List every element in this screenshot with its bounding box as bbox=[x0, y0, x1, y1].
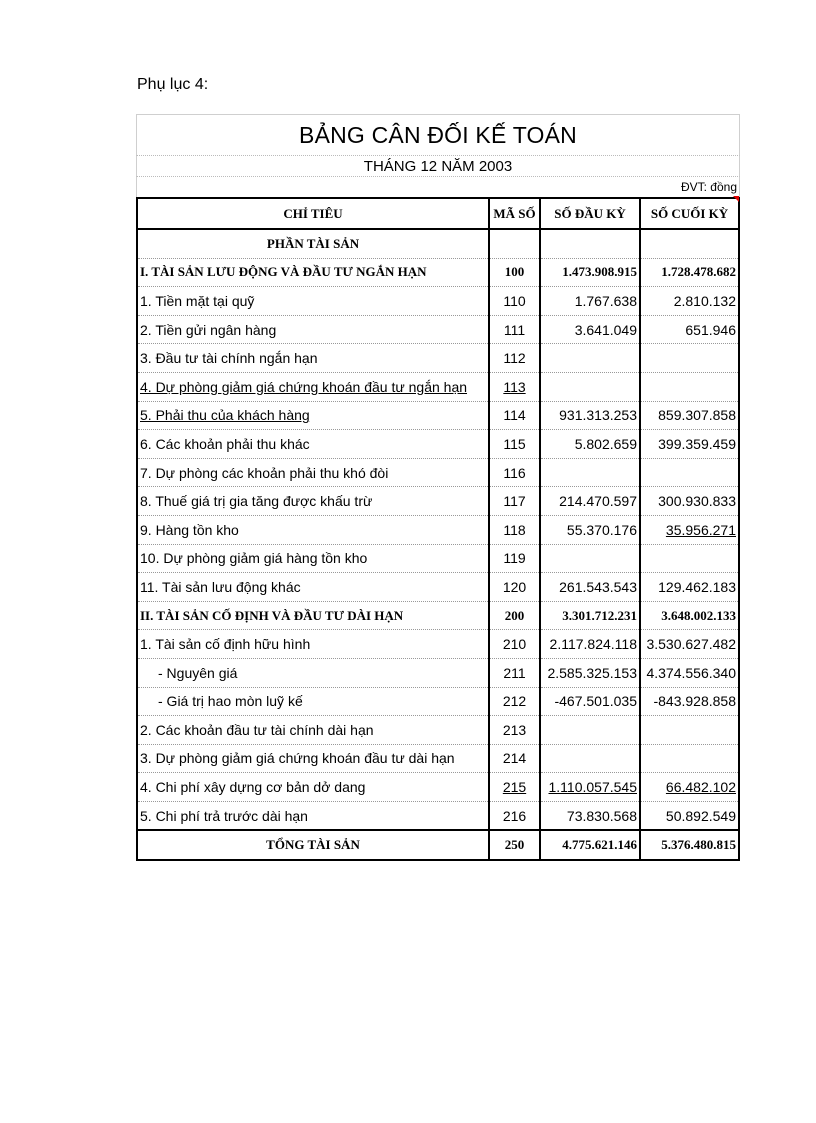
row-label: I. TÀI SẢN LƯU ĐỘNG VÀ ĐẦU TƯ NGẮN HẠN bbox=[137, 258, 489, 287]
row-code: 116 bbox=[489, 458, 540, 487]
row-ending bbox=[640, 344, 739, 373]
row-code: 111 bbox=[489, 315, 540, 344]
table-row bbox=[137, 773, 739, 802]
table-row bbox=[137, 401, 739, 430]
row-ending bbox=[640, 716, 739, 745]
row-beginning: -467.501.035 bbox=[540, 687, 640, 716]
row-label: 2. Tiền gửi ngân hàng bbox=[137, 315, 489, 344]
row-code: 215 bbox=[489, 773, 540, 802]
row-code: 200 bbox=[489, 601, 540, 630]
row-code: 114 bbox=[489, 401, 540, 430]
table-row bbox=[137, 573, 739, 602]
header-ending-balance: SỐ CUỐI KỲ bbox=[640, 198, 739, 229]
row-beginning: 1.767.638 bbox=[540, 287, 640, 316]
table-row bbox=[137, 287, 739, 316]
row-code: 213 bbox=[489, 716, 540, 745]
row-beginning: 2.117.824.118 bbox=[540, 630, 640, 659]
row-ending: 2.810.132 bbox=[640, 287, 739, 316]
row-label: 4. Chi phí xây dựng cơ bản dở dang bbox=[137, 773, 489, 802]
row-code: 118 bbox=[489, 515, 540, 544]
table-header-row bbox=[137, 198, 739, 229]
currency-unit: ĐVT: đồng bbox=[136, 177, 740, 197]
row-code: 117 bbox=[489, 487, 540, 516]
table-row bbox=[137, 687, 739, 716]
row-ending: 1.728.478.682 bbox=[640, 258, 739, 287]
row-label: 11. Tài sản lưu động khác bbox=[137, 573, 489, 602]
table-row bbox=[137, 801, 739, 830]
row-ending: 300.930.833 bbox=[640, 487, 739, 516]
row-ending: 859.307.858 bbox=[640, 401, 739, 430]
row-beginning: 214.470.597 bbox=[540, 487, 640, 516]
row-beginning bbox=[540, 458, 640, 487]
row-ending: 50.892.549 bbox=[640, 801, 739, 830]
row-code: 115 bbox=[489, 430, 540, 459]
row-label: 6. Các khoản phải thu khác bbox=[137, 430, 489, 459]
row-ending bbox=[640, 229, 739, 258]
row-code: 113 bbox=[489, 372, 540, 401]
row-beginning: 1.110.057.545 bbox=[540, 773, 640, 802]
row-beginning bbox=[540, 716, 640, 745]
row-label: 10. Dự phòng giảm giá hàng tồn kho bbox=[137, 544, 489, 573]
row-code: 110 bbox=[489, 287, 540, 316]
row-beginning: 3.641.049 bbox=[540, 315, 640, 344]
table-row bbox=[137, 601, 739, 630]
row-ending: 66.482.102 bbox=[640, 773, 739, 802]
row-label: 1. Tiền mặt tại quỹ bbox=[137, 287, 489, 316]
row-ending bbox=[640, 544, 739, 573]
row-code: 210 bbox=[489, 630, 540, 659]
row-ending: 5.376.480.815 bbox=[640, 830, 739, 860]
row-ending bbox=[640, 458, 739, 487]
table-row-total bbox=[137, 830, 739, 860]
table-row bbox=[137, 515, 739, 544]
table-row bbox=[137, 487, 739, 516]
row-ending bbox=[640, 372, 739, 401]
table-row bbox=[137, 430, 739, 459]
row-code: 119 bbox=[489, 544, 540, 573]
row-label: 3. Dự phòng giảm giá chứng khoán đầu tư dài hạn bbox=[137, 744, 489, 773]
row-code: 214 bbox=[489, 744, 540, 773]
row-label: II. TÀI SẢN CỐ ĐỊNH VÀ ĐẦU TƯ DÀI HẠN bbox=[137, 601, 489, 630]
row-label: TỔNG TÀI SẢN bbox=[137, 830, 489, 860]
table-row bbox=[137, 744, 739, 773]
row-beginning bbox=[540, 229, 640, 258]
row-beginning: 5.802.659 bbox=[540, 430, 640, 459]
row-beginning bbox=[540, 372, 640, 401]
row-code: 216 bbox=[489, 801, 540, 830]
row-ending: 129.462.183 bbox=[640, 573, 739, 602]
row-ending: 651.946 bbox=[640, 315, 739, 344]
report-period: THÁNG 12 NĂM 2003 bbox=[136, 156, 740, 177]
row-beginning: 73.830.568 bbox=[540, 801, 640, 830]
row-label: PHẦN TÀI SẢN bbox=[137, 229, 489, 258]
row-ending: 4.374.556.340 bbox=[640, 658, 739, 687]
row-code: 212 bbox=[489, 687, 540, 716]
report-title: BẢNG CÂN ĐỐI KẾ TOÁN bbox=[136, 114, 740, 156]
balance-sheet bbox=[136, 114, 740, 861]
row-ending: 3.530.627.482 bbox=[640, 630, 739, 659]
row-beginning: 2.585.325.153 bbox=[540, 658, 640, 687]
row-code bbox=[489, 229, 540, 258]
row-beginning: 261.543.543 bbox=[540, 573, 640, 602]
table-row bbox=[137, 372, 739, 401]
row-code: 250 bbox=[489, 830, 540, 860]
row-beginning: 931.313.253 bbox=[540, 401, 640, 430]
row-code: 100 bbox=[489, 258, 540, 287]
header-item: CHỈ TIÊU bbox=[137, 198, 489, 229]
row-beginning: 1.473.908.915 bbox=[540, 258, 640, 287]
row-beginning bbox=[540, 344, 640, 373]
row-label: 8. Thuế giá trị gia tăng được khấu trừ bbox=[137, 487, 489, 516]
header-beginning-balance: SỐ ĐẦU KỲ bbox=[540, 198, 640, 229]
row-label: 5. Chi phí trả trước dài hạn bbox=[137, 801, 489, 830]
row-label: - Nguyên giá bbox=[137, 658, 489, 687]
table-row bbox=[137, 544, 739, 573]
row-beginning: 4.775.621.146 bbox=[540, 830, 640, 860]
row-code: 120 bbox=[489, 573, 540, 602]
table-row bbox=[137, 344, 739, 373]
row-label: 5. Phải thu của khách hàng bbox=[137, 401, 489, 430]
balance-sheet-table bbox=[136, 197, 740, 861]
row-ending: -843.928.858 bbox=[640, 687, 739, 716]
table-row bbox=[137, 458, 739, 487]
table-row bbox=[137, 258, 739, 287]
row-label: 4. Dự phòng giảm giá chứng khoán đầu tư ngắn hạn bbox=[137, 372, 489, 401]
row-label: 3. Đầu tư tài chính ngắn hạn bbox=[137, 344, 489, 373]
row-beginning: 3.301.712.231 bbox=[540, 601, 640, 630]
row-label: 2. Các khoản đầu tư tài chính dài hạn bbox=[137, 716, 489, 745]
table-row bbox=[137, 315, 739, 344]
table-row bbox=[137, 716, 739, 745]
row-ending: 399.359.459 bbox=[640, 430, 739, 459]
table-row bbox=[137, 630, 739, 659]
row-label: 1. Tài sản cố định hữu hình bbox=[137, 630, 489, 659]
header-code: MÃ SỐ bbox=[489, 198, 540, 229]
row-code: 211 bbox=[489, 658, 540, 687]
table-row bbox=[137, 229, 739, 258]
row-ending: 35.956.271 bbox=[640, 515, 739, 544]
appendix-label: Phụ lục 4: bbox=[137, 76, 209, 93]
row-label: 7. Dự phòng các khoản phải thu khó đòi bbox=[137, 458, 489, 487]
table-row bbox=[137, 658, 739, 687]
row-beginning bbox=[540, 544, 640, 573]
row-code: 112 bbox=[489, 344, 540, 373]
row-beginning bbox=[540, 744, 640, 773]
row-beginning: 55.370.176 bbox=[540, 515, 640, 544]
row-ending bbox=[640, 744, 739, 773]
row-label: 9. Hàng tồn kho bbox=[137, 515, 489, 544]
comment-marker-icon bbox=[733, 196, 739, 202]
row-label: - Giá trị hao mòn luỹ kế bbox=[137, 687, 489, 716]
row-ending: 3.648.002.133 bbox=[640, 601, 739, 630]
